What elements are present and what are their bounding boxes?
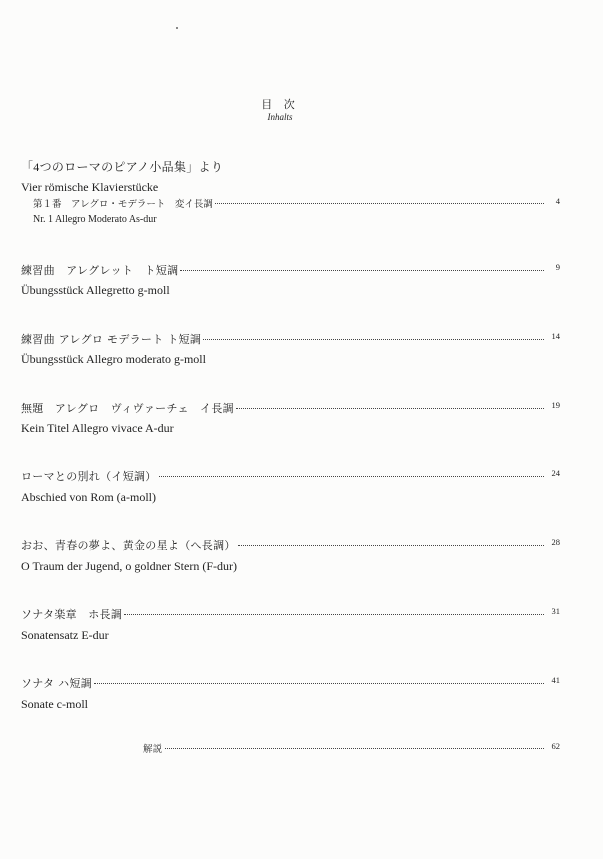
toc-entry[interactable] (21, 400, 560, 416)
entry-title-de: Übungsstück Allegro moderato g-moll (21, 352, 206, 366)
toc-entry[interactable] (21, 537, 560, 553)
toc-title-jp: 目 次 (261, 98, 299, 111)
collection-sub-de: Nr. 1 Allegro Moderato As-dur (33, 214, 157, 225)
entry-title-jp: ローマとの別れ（イ短調） (21, 470, 157, 483)
entry-title-de: Sonate c-moll (21, 697, 88, 711)
dot-leader (236, 408, 544, 409)
page-number: 4 (555, 196, 560, 206)
toc-entry-collection-no1[interactable] (33, 196, 560, 210)
dot-leader (124, 614, 544, 615)
toc-entry[interactable] (21, 675, 560, 691)
entry-title-jp: ソナタ ハ短調 (21, 677, 93, 690)
page-number: 24 (551, 468, 560, 478)
entry-title-de: Kein Titel Allegro vivace A-dur (21, 421, 174, 435)
dot-leader (180, 270, 544, 271)
dot-leader (94, 683, 544, 684)
collection-title-de: Vier römische Klavierstücke (21, 180, 159, 194)
toc-entry[interactable] (21, 331, 560, 347)
entry-title-de: Übungsstück Allegretto g-moll (21, 283, 170, 297)
dot-leader (215, 203, 544, 204)
toc-entry[interactable] (21, 606, 560, 622)
toc-entry[interactable] (21, 468, 560, 484)
page-number: 9 (555, 262, 560, 272)
entry-title-jp: 練習曲 アレグロ モデラート ト短調 (21, 333, 202, 346)
entry-title-jp: ソナタ楽章 ホ長調 (21, 608, 123, 621)
entry-title-jp: 無題 アレグロ ヴィヴァーチェ イ長調 (21, 402, 234, 415)
dot-leader (238, 545, 544, 546)
commentary-title: 解説 (143, 744, 163, 755)
page-number: 28 (551, 537, 560, 547)
page-number: 41 (551, 675, 560, 685)
entry-title-jp: 練習曲 アレグレット ト短調 (21, 264, 179, 277)
dot-leader (165, 748, 544, 749)
entry-title-de: Sonatensatz E-dur (21, 628, 109, 642)
page-number: 31 (551, 606, 560, 616)
scan-speck (176, 27, 178, 29)
entry-title-de: Abschied von Rom (a-moll) (21, 490, 156, 504)
toc-entry[interactable] (21, 262, 560, 278)
page-number: 62 (551, 741, 560, 751)
toc-title-de: Inhalts (267, 112, 293, 122)
page-number: 19 (551, 400, 560, 410)
collection-title-jp: 「4つのローマのピアノ小品集」より (21, 160, 224, 174)
toc-entry-commentary[interactable] (143, 741, 560, 755)
entry-title-jp: おお、青春の夢よ、黄金の星よ（へ長調） (21, 539, 236, 552)
dot-leader (203, 339, 544, 340)
entry-title-de: O Traum der Jugend, o goldner Stern (F-dur) (21, 559, 237, 573)
page-number: 14 (551, 331, 560, 341)
dot-leader (159, 476, 544, 477)
collection-sub-jp: 第１番 アレグロ・モデラート 変イ長調 (33, 199, 213, 210)
